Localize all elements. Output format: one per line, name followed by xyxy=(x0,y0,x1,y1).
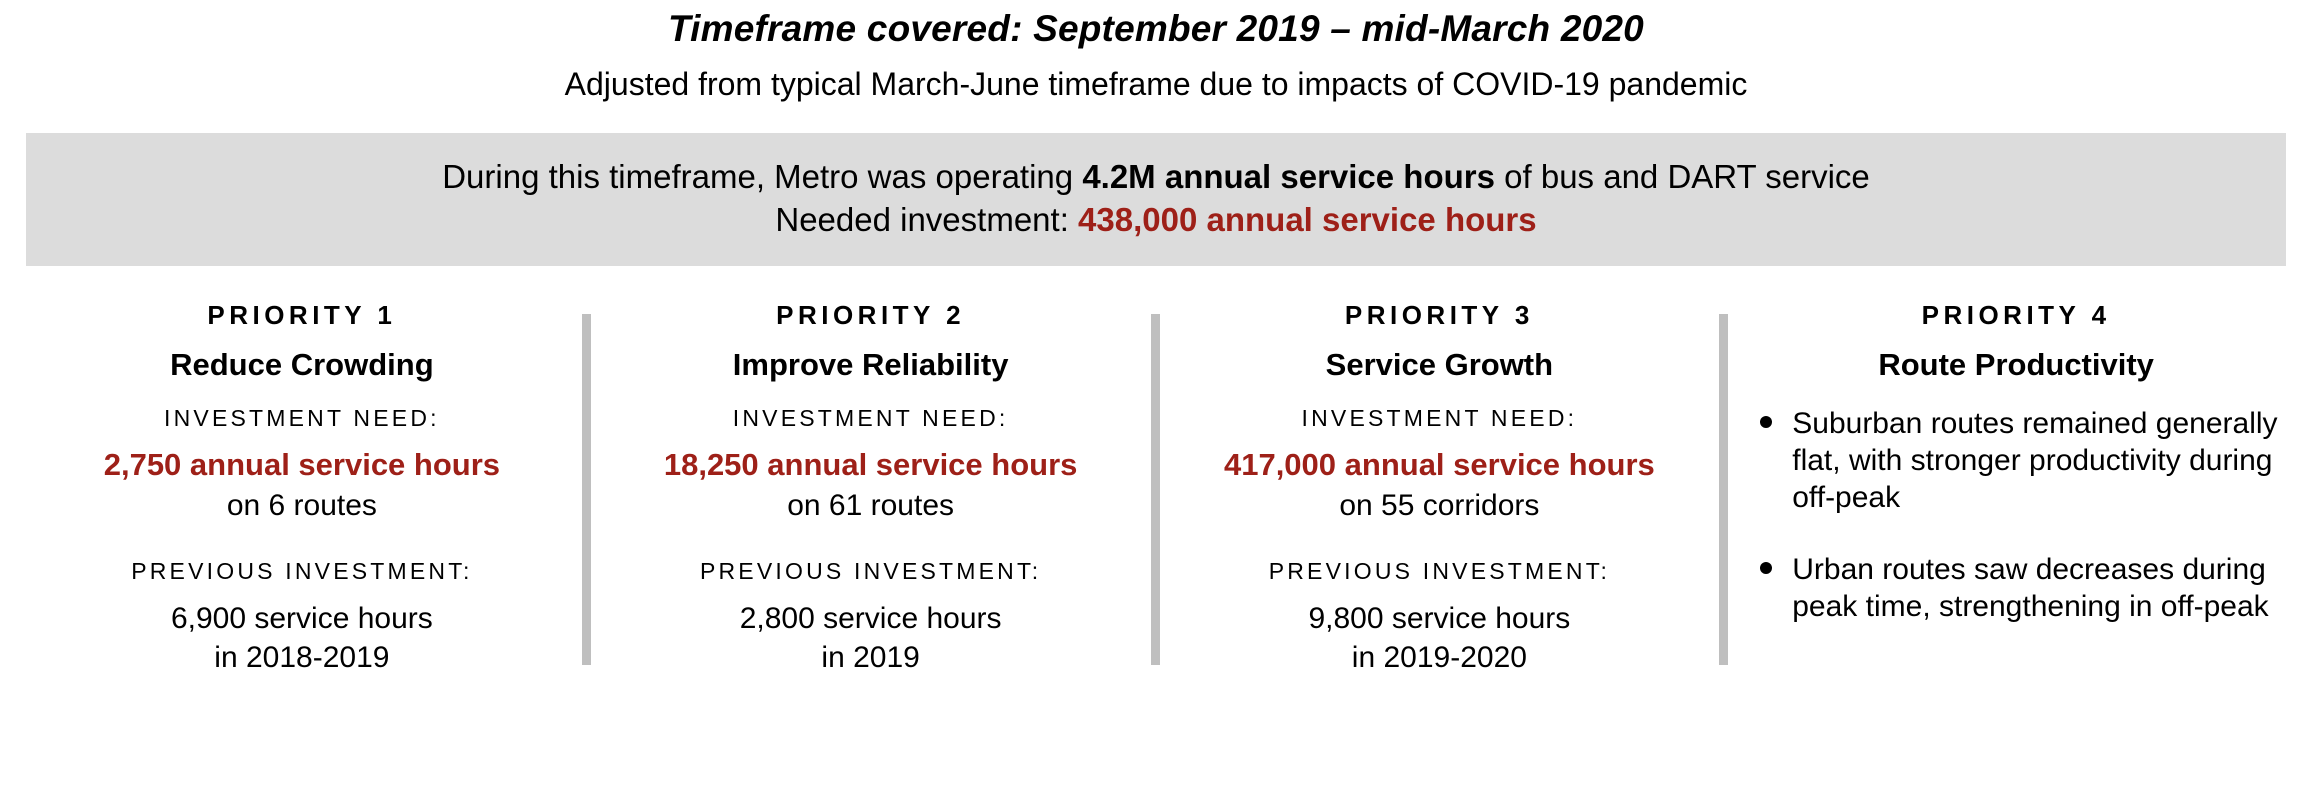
priority-2-need-label: INVESTMENT NEED: xyxy=(732,405,1009,432)
column-divider-3 xyxy=(1719,314,1728,665)
priority-1-previous-value: 6,900 service hours xyxy=(170,602,433,636)
priority-2-title: Improve Reliability xyxy=(732,347,1009,383)
column-divider-1 xyxy=(582,314,591,665)
priority-3-previous-value: 9,800 service hours xyxy=(1308,602,1571,636)
priority-1-need-label: INVESTMENT NEED: xyxy=(164,405,440,432)
priority-1-previous-block xyxy=(38,558,566,677)
priority-column-4 xyxy=(1728,300,2290,677)
bullet-dot-icon xyxy=(1760,416,1772,428)
banner-operating-hours: 4.2M annual service hours xyxy=(1082,157,1495,195)
priority-columns xyxy=(22,300,2290,677)
priority-3-kicker: PRIORITY 3 xyxy=(1344,300,1534,331)
priority-1-kicker: PRIORITY 1 xyxy=(207,300,397,331)
page-subtitle: Adjusted from typical March-June timeframe due to impacts of COVID-19 pandemic xyxy=(564,65,1748,102)
banner-line-operating xyxy=(46,155,2266,199)
priority-2-previous-block xyxy=(607,558,1135,677)
priority-3-need-scope: on 55 corridors xyxy=(1339,488,1540,522)
priority-2-need-value: 18,250 annual service hours xyxy=(663,447,1078,483)
priority-2-previous-period: in 2019 xyxy=(821,641,920,675)
priority-3-previous-period: in 2019-2020 xyxy=(1351,641,1527,675)
page-title: Timeframe covered: September 2019 – mid-March 2020 xyxy=(668,8,1644,49)
priority-3-previous-label: PREVIOUS INVESTMENT: xyxy=(1268,558,1611,585)
priority-4-bullet-list xyxy=(1752,405,2280,625)
list-item xyxy=(1752,405,2280,517)
priority-3-need-value: 417,000 annual service hours xyxy=(1223,447,1655,483)
summary-banner xyxy=(26,133,2286,266)
priority-2-kicker: PRIORITY 2 xyxy=(776,300,966,331)
priority-column-1 xyxy=(22,300,582,677)
priority-column-2 xyxy=(591,300,1151,677)
priority-1-need-scope: on 6 routes xyxy=(226,488,377,522)
priority-4-bullet-2-text: Urban routes saw decreases during peak time, strengthening in off-peak xyxy=(1792,552,2269,623)
column-divider-2 xyxy=(1151,314,1160,665)
list-item xyxy=(1752,551,2280,625)
priority-1-title: Reduce Crowding xyxy=(170,347,434,383)
banner-line-needed xyxy=(46,198,2266,242)
priority-column-3 xyxy=(1160,300,1720,677)
priority-4-bullet-1-text: Suburban routes remained generally flat, with stronger productivity during off-peak xyxy=(1792,407,2278,515)
priority-1-previous-label: PREVIOUS INVESTMENT: xyxy=(131,558,473,585)
priority-3-previous-block xyxy=(1176,558,1704,677)
priority-3-need-label: INVESTMENT NEED: xyxy=(1301,405,1578,432)
priority-4-kicker: PRIORITY 4 xyxy=(1921,300,2111,331)
priority-2-previous-value: 2,800 service hours xyxy=(739,602,1002,636)
banner-operating-prefix: During this timeframe, Metro was operating xyxy=(442,157,1083,195)
priority-3-title: Service Growth xyxy=(1325,347,1554,383)
priority-1-need-value: 2,750 annual service hours xyxy=(103,447,501,483)
bullet-dot-icon xyxy=(1760,562,1772,574)
banner-needed-prefix: Needed investment: xyxy=(775,201,1079,239)
header xyxy=(0,0,2312,103)
priority-1-previous-period: in 2018-2019 xyxy=(214,641,390,675)
banner-needed-hours: 438,000 annual service hours xyxy=(1078,201,1537,239)
banner-operating-suffix: of bus and DART service xyxy=(1494,157,1870,195)
priority-2-need-scope: on 61 routes xyxy=(787,488,955,522)
priority-4-title: Route Productivity xyxy=(1878,347,2154,383)
priority-2-previous-label: PREVIOUS INVESTMENT: xyxy=(699,558,1042,585)
